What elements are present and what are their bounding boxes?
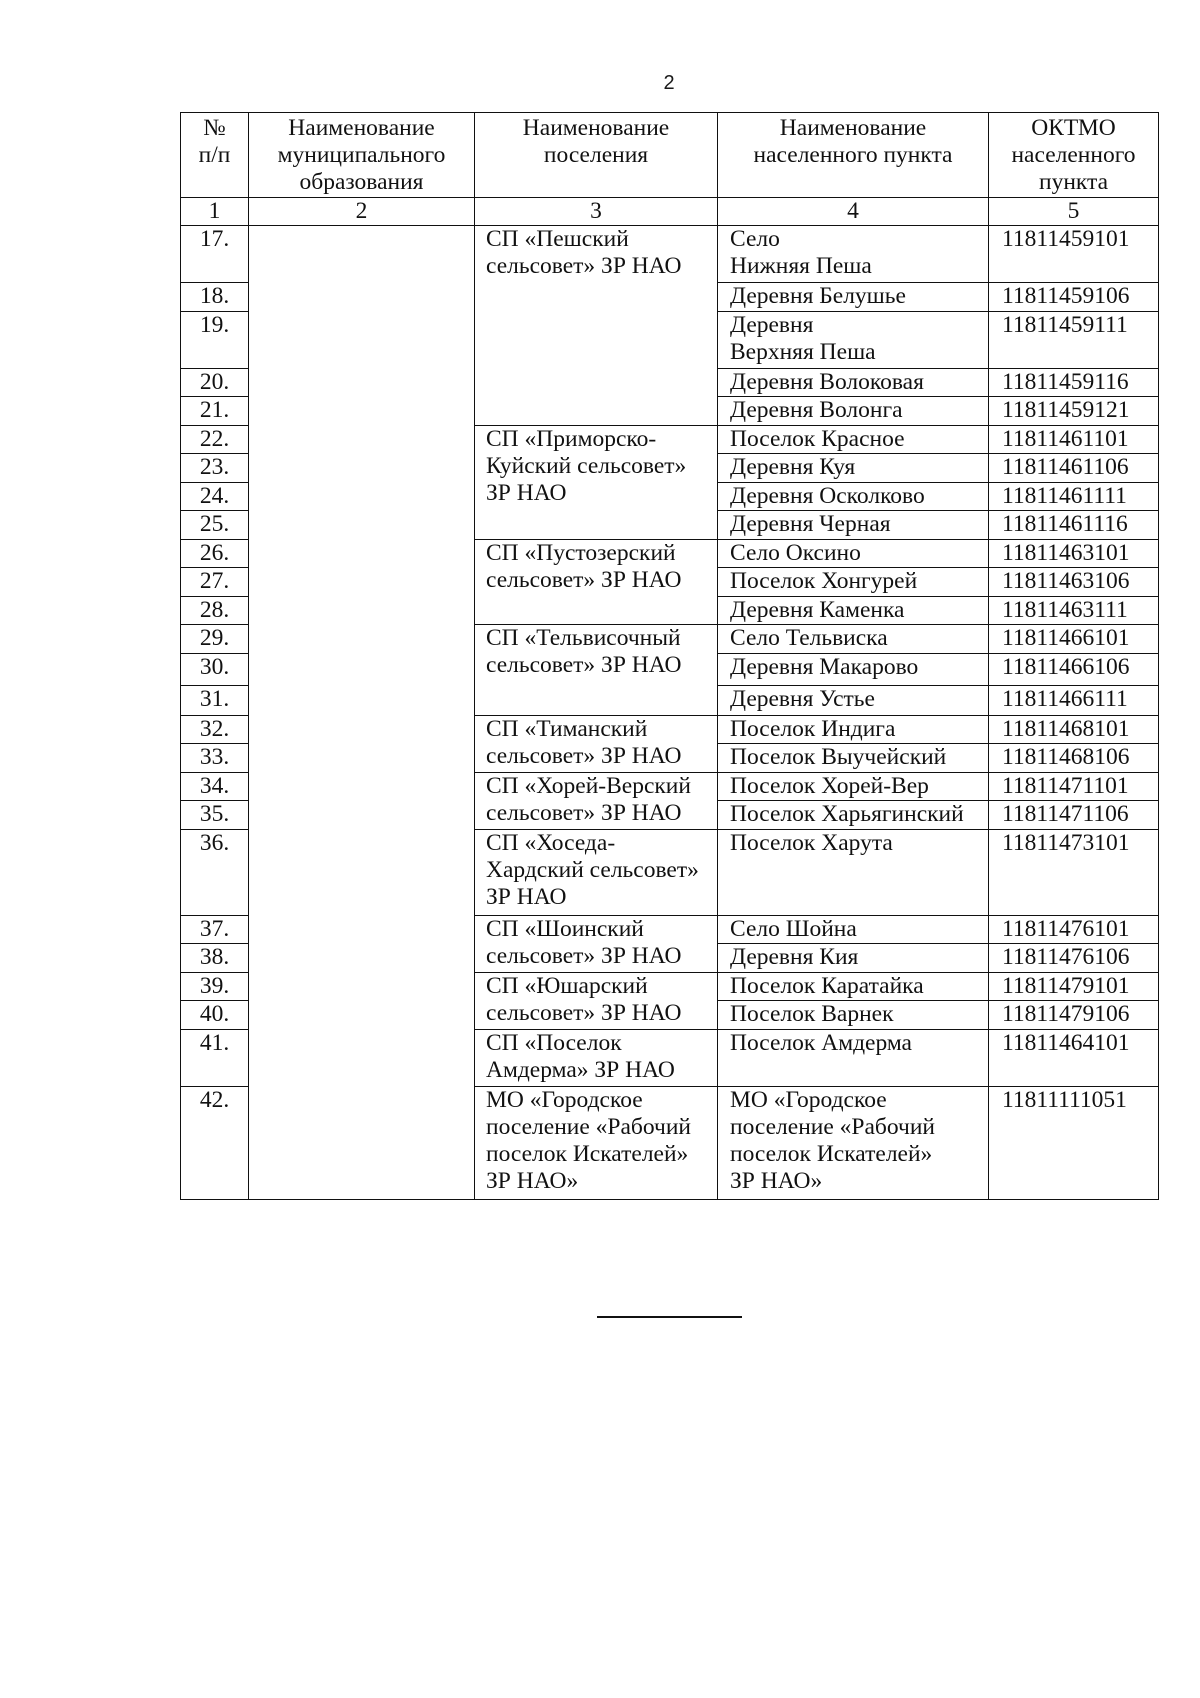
- row-number-cell: 22.: [181, 425, 249, 454]
- oktmo-cell: 11811459106: [989, 283, 1159, 312]
- table-body: [181, 226, 1159, 1200]
- locality-cell: Деревня Волонга: [718, 397, 989, 426]
- locality-cell: Поселок Красное: [718, 425, 989, 454]
- locality-cell: Поселок Индига: [718, 715, 989, 744]
- oktmo-cell: 11811476106: [989, 944, 1159, 973]
- locality-cell: Село Нижняя Пеша: [718, 226, 989, 283]
- row-number-cell: 26.: [181, 539, 249, 568]
- column-number-cell: 2: [249, 198, 475, 226]
- header-row: [181, 113, 1159, 198]
- settlement-cell: СП «Пустозерский сельсовет» ЗР НАО: [475, 539, 718, 625]
- oktmo-cell: 11811466111: [989, 685, 1159, 715]
- oktmo-cell: 11811466106: [989, 653, 1159, 685]
- oktmo-cell: 11811461111: [989, 482, 1159, 511]
- settlement-cell: СП «Хорей-Верский сельсовет» ЗР НАО: [475, 772, 718, 829]
- locality-cell: Деревня Кия: [718, 944, 989, 973]
- row-number-cell: 40.: [181, 1001, 249, 1030]
- row-number-cell: 23.: [181, 454, 249, 483]
- locality-cell: Деревня Каменка: [718, 596, 989, 625]
- settlement-cell: СП «Тиманский сельсовет» ЗР НАО: [475, 715, 718, 772]
- settlement-cell: СП «Хоседа- Хардский сельсовет» ЗР НАО: [475, 829, 718, 915]
- oktmo-cell: 11811459116: [989, 368, 1159, 397]
- row-number-cell: 17.: [181, 226, 249, 283]
- settlement-cell: СП «Поселок Амдерма» ЗР НАО: [475, 1029, 718, 1086]
- oktmo-cell: 11811463101: [989, 539, 1159, 568]
- row-number-cell: 42.: [181, 1086, 249, 1199]
- row-number-cell: 36.: [181, 829, 249, 915]
- settlement-cell: СП «Тельвисочный сельсовет» ЗР НАО: [475, 625, 718, 716]
- oktmo-cell: 11811463111: [989, 596, 1159, 625]
- oktmo-cell: 11811468106: [989, 744, 1159, 773]
- row-number-cell: 20.: [181, 368, 249, 397]
- oktmo-cell: 11811463106: [989, 568, 1159, 597]
- row-number-cell: 37.: [181, 915, 249, 944]
- header-cell-number: № п/п: [181, 113, 249, 198]
- column-number-cell: 3: [475, 198, 718, 226]
- oktmo-cell: 11811479101: [989, 972, 1159, 1001]
- locality-cell: Поселок Каратайка: [718, 972, 989, 1001]
- oktmo-cell: 11811461116: [989, 511, 1159, 540]
- row-number-cell: 18.: [181, 283, 249, 312]
- oktmo-cell: 11811468101: [989, 715, 1159, 744]
- row-number-cell: 25.: [181, 511, 249, 540]
- locality-cell: Поселок Харута: [718, 829, 989, 915]
- locality-cell: Село Оксино: [718, 539, 989, 568]
- municipality-cell: [249, 226, 475, 1200]
- locality-cell: Поселок Варнек: [718, 1001, 989, 1030]
- settlement-cell: СП «Приморско- Куйский сельсовет» ЗР НАО: [475, 425, 718, 539]
- row-number-cell: 34.: [181, 772, 249, 801]
- oktmo-cell: 11811459111: [989, 311, 1159, 368]
- settlements-table: [180, 112, 1159, 1200]
- oktmo-cell: 11811476101: [989, 915, 1159, 944]
- locality-cell: Поселок Хорей-Вер: [718, 772, 989, 801]
- oktmo-cell: 11811111051: [989, 1086, 1159, 1199]
- settlement-cell: МО «Городское поселение «Рабочий поселок Искателей» ЗР НАО»: [475, 1086, 718, 1199]
- locality-cell: Село Тельвиска: [718, 625, 989, 654]
- row-number-cell: 24.: [181, 482, 249, 511]
- locality-cell: Деревня Волоковая: [718, 368, 989, 397]
- row-number-cell: 21.: [181, 397, 249, 426]
- oktmo-cell: 11811459101: [989, 226, 1159, 283]
- row-number-cell: 31.: [181, 685, 249, 715]
- row-number-cell: 30.: [181, 653, 249, 685]
- locality-cell: Деревня Белушье: [718, 283, 989, 312]
- locality-cell: МО «Городское поселение «Рабочий поселок Искателей» ЗР НАО»: [718, 1086, 989, 1199]
- row-number-cell: 35.: [181, 801, 249, 830]
- oktmo-cell: 11811466101: [989, 625, 1159, 654]
- locality-cell: Поселок Харьягинский: [718, 801, 989, 830]
- oktmo-cell: 11811459121: [989, 397, 1159, 426]
- oktmo-cell: 11811461101: [989, 425, 1159, 454]
- oktmo-cell: 11811464101: [989, 1029, 1159, 1086]
- locality-cell: Деревня Устье: [718, 685, 989, 715]
- page-number: 2: [663, 72, 675, 94]
- oktmo-cell: 11811471101: [989, 772, 1159, 801]
- footer-rule: [597, 1316, 742, 1318]
- locality-cell: Деревня Осколково: [718, 482, 989, 511]
- settlement-cell: СП «Шоинский сельсовет» ЗР НАО: [475, 915, 718, 972]
- oktmo-cell: 11811461106: [989, 454, 1159, 483]
- row-number-cell: 39.: [181, 972, 249, 1001]
- locality-cell: Деревня Куя: [718, 454, 989, 483]
- header-cell-settlement: Наименование поселения: [475, 113, 718, 198]
- row-number-cell: 32.: [181, 715, 249, 744]
- settlement-cell: СП «Пешский сельсовет» ЗР НАО: [475, 226, 718, 426]
- row-number-cell: 41.: [181, 1029, 249, 1086]
- header-cell-municipality: Наименование муниципального образования: [249, 113, 475, 198]
- row-number-cell: 29.: [181, 625, 249, 654]
- locality-cell: Деревня Верхняя Пеша: [718, 311, 989, 368]
- header-cell-locality: Наименование населенного пункта: [718, 113, 989, 198]
- oktmo-cell: 11811471106: [989, 801, 1159, 830]
- row-number-cell: 33.: [181, 744, 249, 773]
- column-number-cell: 4: [718, 198, 989, 226]
- locality-cell: Поселок Выучейский: [718, 744, 989, 773]
- table-row: [181, 226, 1159, 283]
- column-number-cell: 1: [181, 198, 249, 226]
- header-cell-oktmo: ОКТМО населенного пункта: [989, 113, 1159, 198]
- settlement-cell: СП «Юшарский сельсовет» ЗР НАО: [475, 972, 718, 1029]
- oktmo-cell: 11811479106: [989, 1001, 1159, 1030]
- locality-cell: Деревня Макарово: [718, 653, 989, 685]
- column-number-row: [181, 198, 1159, 226]
- row-number-cell: 27.: [181, 568, 249, 597]
- row-number-cell: 28.: [181, 596, 249, 625]
- oktmo-cell: 11811473101: [989, 829, 1159, 915]
- row-number-cell: 38.: [181, 944, 249, 973]
- locality-cell: Поселок Хонгурей: [718, 568, 989, 597]
- table-header: [181, 113, 1159, 226]
- column-number-cell: 5: [989, 198, 1159, 226]
- row-number-cell: 19.: [181, 311, 249, 368]
- locality-cell: Поселок Амдерма: [718, 1029, 989, 1086]
- locality-cell: Деревня Черная: [718, 511, 989, 540]
- locality-cell: Село Шойна: [718, 915, 989, 944]
